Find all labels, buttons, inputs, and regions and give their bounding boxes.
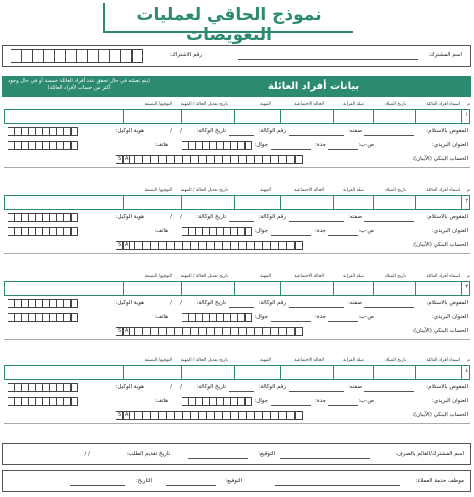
city-label: جدة: <box>314 142 326 148</box>
agent-id-cells[interactable] <box>8 213 78 222</box>
relation-field[interactable] <box>289 307 344 308</box>
table-col-divider <box>333 365 334 379</box>
table-col-divider <box>4 281 5 295</box>
city-label: جدة: <box>314 314 326 320</box>
col-header: تاريخ الميلاد <box>384 102 406 107</box>
subscriber-box <box>2 45 471 67</box>
row-number: ٢ <box>465 198 468 204</box>
delegate-field[interactable] <box>364 307 414 308</box>
table-col-divider <box>415 365 416 379</box>
table-top-line <box>4 109 470 110</box>
table-col-divider <box>461 281 462 295</box>
col-header: المهنة <box>260 188 271 193</box>
agency-date-slash[interactable]: / <box>170 128 172 134</box>
address-label: العنوان البريدي: <box>431 314 468 320</box>
phone-label: هاتف: <box>154 228 168 234</box>
table-col-divider <box>373 365 374 379</box>
relation-label: صفته: <box>348 300 362 306</box>
table-col-divider <box>181 365 182 379</box>
col-header: تاريخ تعديل الحالة / المهنة <box>180 274 228 279</box>
agency-date-slash[interactable]: / <box>180 128 182 134</box>
employee-signature-label: التوقيع: <box>225 478 242 484</box>
iban-a: S <box>118 156 122 162</box>
subscriber-name-field[interactable] <box>238 59 418 60</box>
col-header: المهنة <box>260 274 271 279</box>
col-header: اسماء أفراد العائلة <box>426 102 460 107</box>
col-header: تاريخ تعديل الحالة / المهنة <box>180 188 228 193</box>
relation-field[interactable] <box>289 391 344 392</box>
block-separator <box>4 423 470 424</box>
table-col-divider <box>461 365 462 379</box>
col-header: اسماء أفراد العائلة <box>426 358 460 363</box>
delegate-field[interactable] <box>364 135 414 136</box>
agency-date-label: تاريخ الوكالة: <box>196 128 226 134</box>
mobile-label: جوال: <box>254 142 268 148</box>
table-col-divider <box>333 109 334 123</box>
mobile-label: جوال: <box>254 228 268 234</box>
iban-a: S <box>118 412 122 418</box>
col-header: المهنة <box>260 358 271 363</box>
table-col-divider <box>234 365 235 379</box>
table-col-divider <box>280 281 281 295</box>
table-col-divider <box>333 195 334 209</box>
row-number: ٣ <box>465 284 468 290</box>
city-field[interactable] <box>271 149 311 150</box>
table-bottom-line <box>4 209 470 210</box>
relation-label: صفته: <box>348 384 362 390</box>
iban-label: الحساب البنكي (الآيبان): <box>412 242 468 248</box>
delegate-label: المفوض بالاستلام: <box>426 300 468 306</box>
col-header: تاريخ الميلاد <box>384 358 406 363</box>
agency-date-slash[interactable]: / <box>180 300 182 306</box>
family-block <box>0 357 474 439</box>
pobox-field[interactable] <box>328 405 358 406</box>
table-col-divider <box>469 195 470 209</box>
subscriber-number-cells[interactable] <box>11 49 143 63</box>
form-title: نموذج الحاقي لعمليات التعويضات <box>136 5 322 45</box>
mobile-label: جوال: <box>254 398 268 404</box>
city-label: جدة: <box>314 398 326 404</box>
pobox-label: ص-ب: <box>358 142 374 148</box>
table-col-divider <box>373 109 374 123</box>
submit-date-slashes[interactable]: / / <box>84 451 90 457</box>
agency-no-field[interactable] <box>229 307 254 308</box>
applicant-signature-label: التوقيع: <box>258 451 275 457</box>
pobox-field[interactable] <box>328 321 358 322</box>
table-col-divider <box>234 195 235 209</box>
col-header: تاريخ الميلاد <box>384 274 406 279</box>
col-header: التوقيع/ البصمة <box>144 274 172 279</box>
relation-field[interactable] <box>289 221 344 222</box>
address-label: العنوان البريدي: <box>431 398 468 404</box>
col-header: اسماء أفراد العائلة <box>426 188 460 193</box>
iban-cells[interactable] <box>127 155 303 164</box>
relation-label: صفته: <box>348 128 362 134</box>
pobox-field[interactable] <box>328 149 358 150</box>
iban-label: الحساب البنكي (الآيبان): <box>412 412 468 418</box>
city-field[interactable] <box>271 405 311 406</box>
block-separator <box>4 339 470 340</box>
table-col-divider <box>373 281 374 295</box>
iban-cells[interactable] <box>127 327 303 336</box>
table-col-divider <box>469 281 470 295</box>
iban-label: الحساب البنكي (الآيبان): <box>412 156 468 162</box>
phone-cells[interactable] <box>8 227 78 236</box>
table-col-divider <box>461 109 462 123</box>
col-header: الحالة الاجتماعية <box>294 274 324 279</box>
block-separator <box>4 253 470 254</box>
col-header: م <box>467 102 470 107</box>
col-header: المهنة <box>260 102 271 107</box>
col-header: التوقيع/ البصمة <box>144 358 172 363</box>
agency-date-label: تاريخ الوكالة: <box>196 384 226 390</box>
col-header: م <box>467 188 470 193</box>
agent-id-cells[interactable] <box>8 127 78 136</box>
delegate-label: المفوض بالاستلام: <box>426 214 468 220</box>
agency-date-slash[interactable]: / <box>170 300 172 306</box>
col-header: التوقيع/ البصمة <box>144 188 172 193</box>
table-col-divider <box>234 109 235 123</box>
agency-no-label: رقم الوكالة: <box>258 214 286 220</box>
col-header: اسماء أفراد العائلة <box>426 274 460 279</box>
table-bottom-line <box>4 295 470 296</box>
agency-no-label: رقم الوكالة: <box>258 128 286 134</box>
iban-a: S <box>118 328 122 334</box>
agency-date-label: تاريخ الوكالة: <box>196 300 226 306</box>
pobox-label: ص-ب: <box>358 398 374 404</box>
family-block <box>0 187 474 269</box>
pobox-label: ص-ب: <box>358 314 374 320</box>
agent-id-cells[interactable] <box>8 383 78 392</box>
table-top-line <box>4 195 470 196</box>
agent-id-cells[interactable] <box>8 299 78 308</box>
iban-cells[interactable] <box>127 241 303 250</box>
row-number: ٤ <box>465 368 468 374</box>
table-col-divider <box>280 365 281 379</box>
table-col-divider <box>469 365 470 379</box>
col-header: الحالة الاجتماعية <box>294 188 324 193</box>
col-header: صلة القرابة <box>343 188 364 193</box>
pobox-field[interactable] <box>328 235 358 236</box>
phone-label: هاتف: <box>154 398 168 404</box>
block-separator <box>4 167 470 168</box>
agency-date-slash[interactable]: / <box>170 384 172 390</box>
col-header: م <box>467 274 470 279</box>
agent-id-label: هوية الوكيل: <box>115 384 144 390</box>
phone-cells[interactable] <box>8 397 78 406</box>
employee-label: موظف خدمة العملاء: <box>415 478 464 484</box>
mobile-label: جوال: <box>254 314 268 320</box>
table-top-line <box>4 281 470 282</box>
agent-id-label: هوية الوكيل: <box>115 128 144 134</box>
iban-label: الحساب البنكي (الآيبان): <box>412 328 468 334</box>
subscriber-name-label: اسم المشترك: <box>428 52 462 58</box>
col-header: تاريخ تعديل الحالة / المهنة <box>180 358 228 363</box>
city-field[interactable] <box>271 235 311 236</box>
col-header: م <box>467 358 470 363</box>
mobile-cells[interactable] <box>182 313 252 322</box>
table-col-divider <box>333 281 334 295</box>
delegate-label: المفوض بالاستلام: <box>426 128 468 134</box>
iban-s: A <box>125 328 129 334</box>
col-header: صلة القرابة <box>343 274 364 279</box>
family-block <box>0 101 474 183</box>
col-header: تاريخ الميلاد <box>384 188 406 193</box>
table-col-divider <box>123 109 124 123</box>
agency-no-field[interactable] <box>229 135 254 136</box>
employee-signature-field[interactable] <box>166 485 216 486</box>
table-col-divider <box>415 195 416 209</box>
employee-date-field[interactable] <box>70 485 125 486</box>
address-label: العنوان البريدي: <box>431 142 468 148</box>
table-col-divider <box>181 109 182 123</box>
row-number: ١ <box>465 112 468 118</box>
table-col-divider <box>4 109 5 123</box>
relation-label: صفته: <box>348 214 362 220</box>
address-label: العنوان البريدي: <box>431 228 468 234</box>
table-col-divider <box>415 109 416 123</box>
table-col-divider <box>234 281 235 295</box>
table-col-divider <box>280 109 281 123</box>
col-header: صلة القرابة <box>343 358 364 363</box>
col-header: الحالة الاجتماعية <box>294 358 324 363</box>
family-data-note: (يتم تعبئته في حال تحقق عدد أفراد العائلة خمسة أو في حال وجود أكثر من حساب لأفراد العائلة) <box>2 76 156 97</box>
table-bottom-line <box>4 379 470 380</box>
pobox-label: ص-ب: <box>358 228 374 234</box>
table-col-divider <box>181 281 182 295</box>
footer-employee-box <box>2 470 471 492</box>
agency-date-slash[interactable]: / <box>180 384 182 390</box>
table-col-divider <box>373 195 374 209</box>
applicant-label: اسم المشترك/القائم بالصرف: <box>395 451 464 457</box>
iban-cells[interactable] <box>127 411 303 420</box>
phone-label: هاتف: <box>154 142 168 148</box>
iban-a: S <box>118 242 122 248</box>
mobile-cells[interactable] <box>182 227 252 236</box>
iban-s: A <box>125 242 129 248</box>
applicant-signature-field[interactable] <box>188 458 248 459</box>
table-bottom-line <box>4 123 470 124</box>
agency-date-slash[interactable]: / <box>180 214 182 220</box>
delegate-label: المفوض بالاستلام: <box>426 384 468 390</box>
agency-no-field[interactable] <box>229 221 254 222</box>
phone-cells[interactable] <box>8 313 78 322</box>
agent-id-label: هوية الوكيل: <box>115 300 144 306</box>
employee-date-label: التاريخ: <box>135 478 152 484</box>
table-col-divider <box>123 281 124 295</box>
relation-field[interactable] <box>289 135 344 136</box>
agency-date-slash[interactable]: / <box>170 214 172 220</box>
table-col-divider <box>415 281 416 295</box>
iban-s: A <box>125 412 129 418</box>
col-header: الحالة الاجتماعية <box>294 102 324 107</box>
city-field[interactable] <box>271 321 311 322</box>
footer-applicant-box <box>2 443 471 465</box>
mobile-cells[interactable] <box>182 397 252 406</box>
phone-cells[interactable] <box>8 141 78 150</box>
iban-s: A <box>125 156 129 162</box>
title-frame <box>103 3 353 45</box>
agency-no-field[interactable] <box>229 391 254 392</box>
family-block <box>0 273 474 355</box>
col-header: تاريخ تعديل الحالة / المهنة <box>180 102 228 107</box>
agency-no-label: رقم الوكالة: <box>258 384 286 390</box>
table-top-line <box>4 365 470 366</box>
table-col-divider <box>280 195 281 209</box>
col-header: صلة القرابة <box>343 102 364 107</box>
applicant-field[interactable] <box>280 458 370 459</box>
table-col-divider <box>181 195 182 209</box>
agency-date-label: تاريخ الوكالة: <box>196 214 226 220</box>
employee-field[interactable] <box>275 485 400 486</box>
table-col-divider <box>469 109 470 123</box>
table-col-divider <box>123 365 124 379</box>
agent-id-label: هوية الوكيل: <box>115 214 144 220</box>
city-label: جدة: <box>314 228 326 234</box>
table-col-divider <box>4 365 5 379</box>
phone-label: هاتف: <box>154 314 168 320</box>
mobile-cells[interactable] <box>182 141 252 150</box>
submit-date-label: تاريخ تقديم الطلب: <box>126 451 170 457</box>
agency-no-label: رقم الوكالة: <box>258 300 286 306</box>
delegate-field[interactable] <box>364 221 414 222</box>
subscriber-number-label: رقم الاشتراك: <box>169 52 202 58</box>
table-col-divider <box>4 195 5 209</box>
delegate-field[interactable] <box>364 391 414 392</box>
table-col-divider <box>123 195 124 209</box>
family-data-header: بيانات أفراد العائلة <box>156 76 471 97</box>
table-col-divider <box>461 195 462 209</box>
col-header: التوقيع/ البصمة <box>144 102 172 107</box>
